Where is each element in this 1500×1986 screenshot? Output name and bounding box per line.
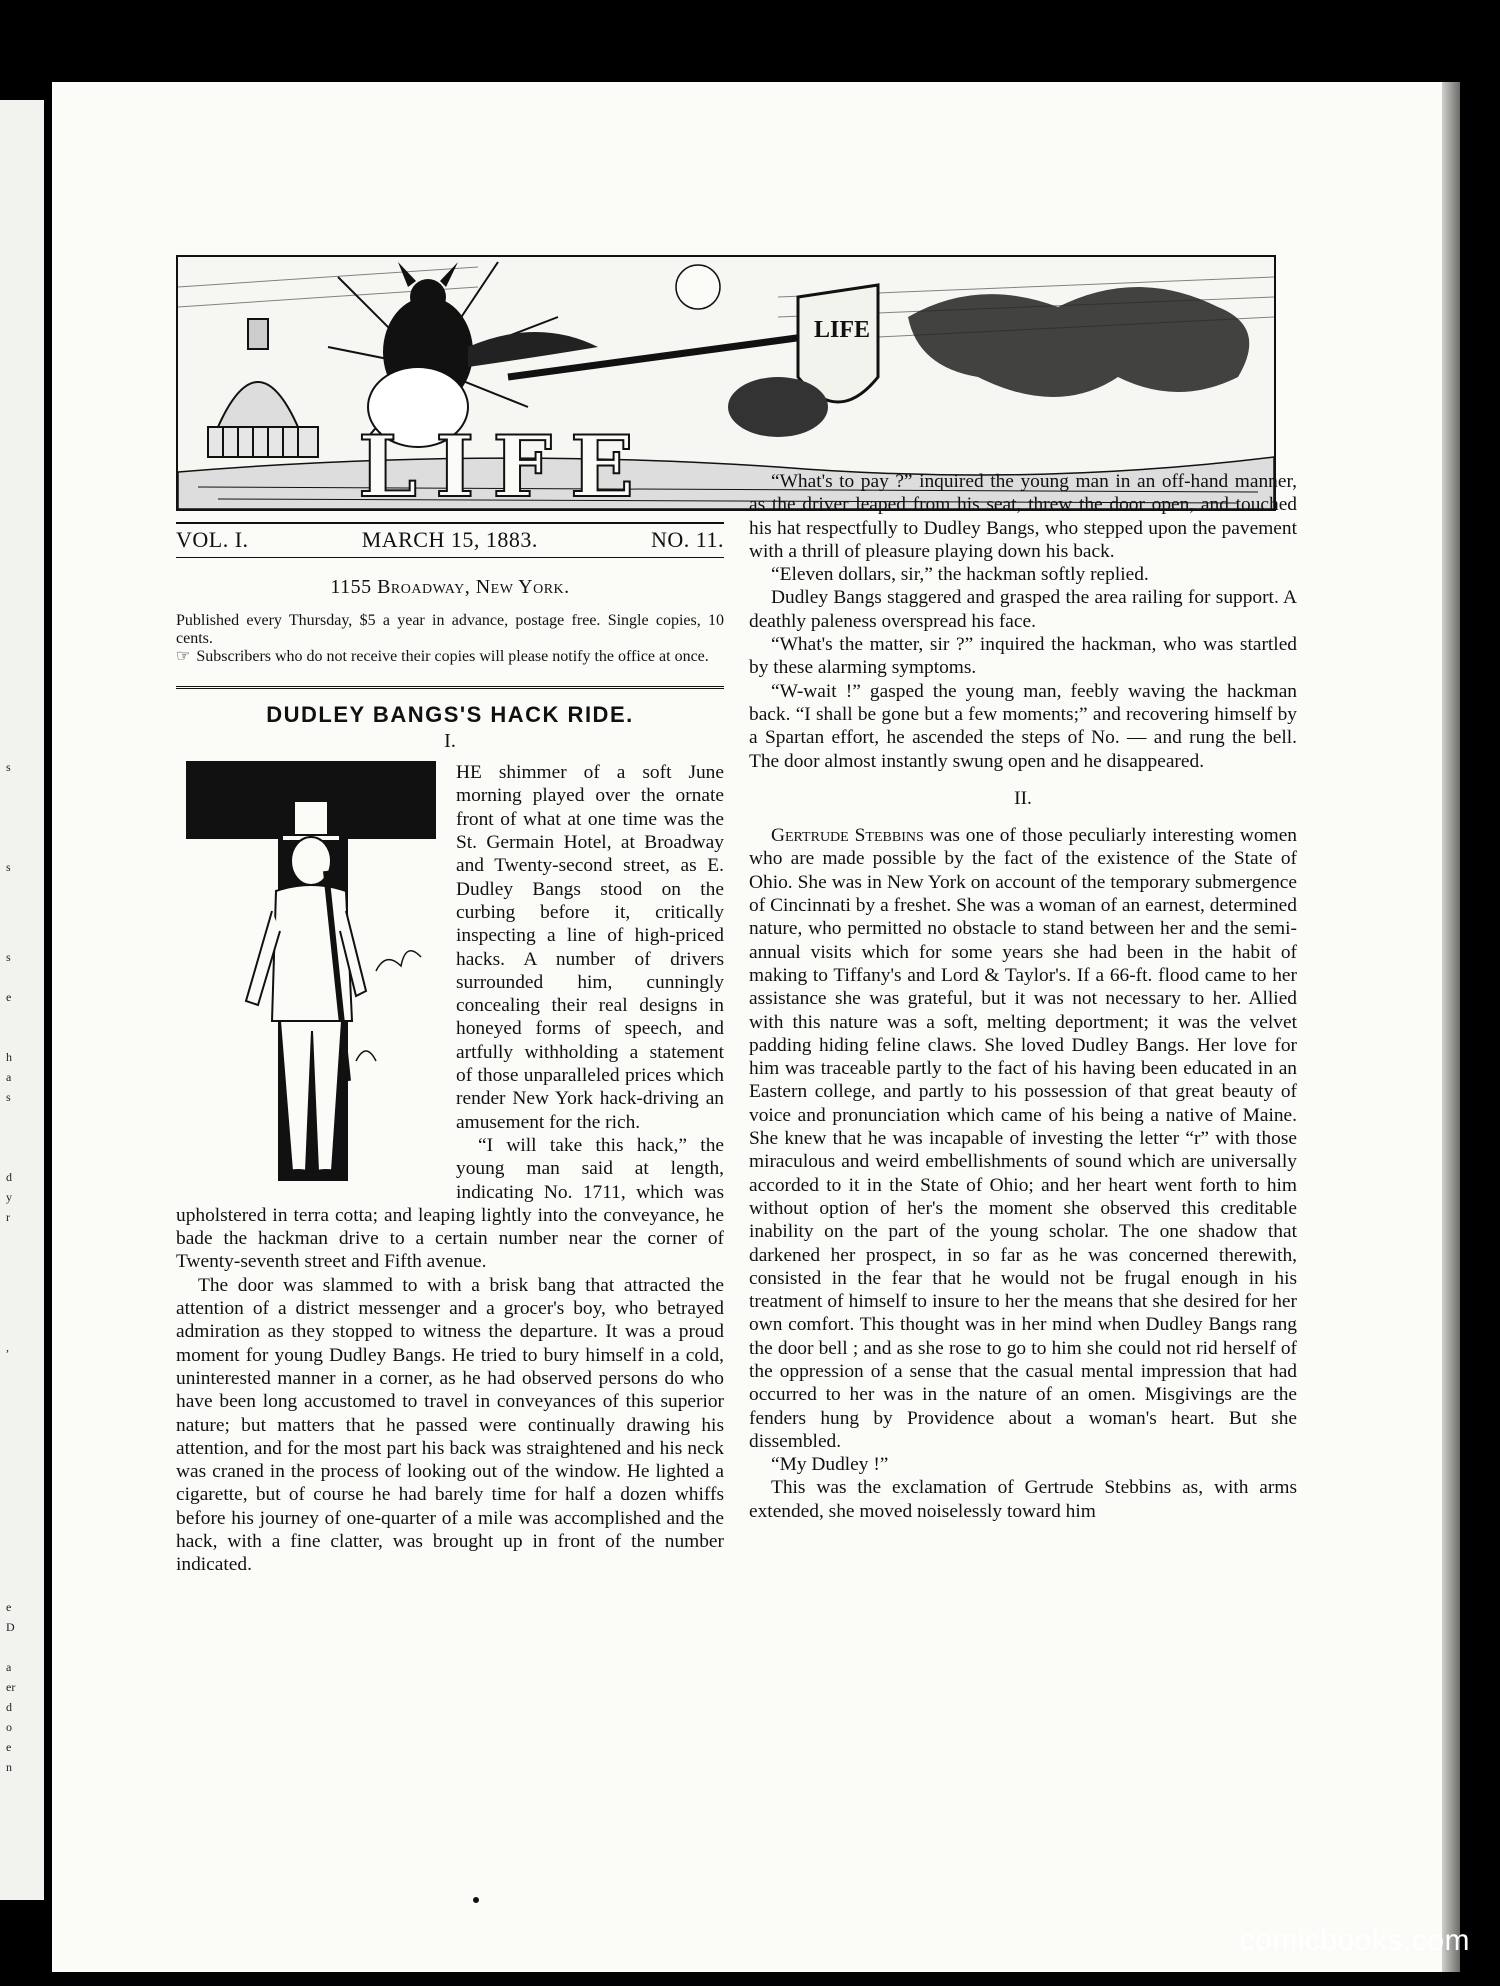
- left-page-fragment: s: [6, 1090, 11, 1104]
- left-page-fragment: e: [6, 1600, 12, 1614]
- section-number-1: I.: [444, 729, 456, 752]
- left-page-fragment: r: [6, 1210, 10, 1224]
- left-page-fragment: s: [6, 760, 11, 774]
- issue-line: [176, 522, 724, 558]
- paragraph-10: “My Dudley !”: [771, 1454, 889, 1476]
- left-page-fragment: D: [6, 1620, 15, 1634]
- previous-page-edge: [0, 100, 44, 1900]
- publisher-address: 1155 Broadway, New York.: [330, 576, 570, 599]
- paragraph-6: Dudley Bangs staggered and grasped the area railing for support. A deathly paleness overspread his face.: [749, 587, 1297, 632]
- shield-knight: [728, 285, 878, 437]
- left-page-fragment: s: [6, 860, 11, 874]
- paragraph-1: HE shimmer of a soft June morning played over the ornate front of what at one time was the St. Germain Hotel, at Broadway and Twenty-second street, as E. Dudley Bangs stood on the curbing before it, critically inspecting a line of high-priced hacks. A number of drivers surrounded him, cunningly concealing their real designs in honeyed forms of speech, and artfully withholding a statement of those unparalleled prices which render New York hack-driving an amusement for the rich.: [456, 762, 724, 1133]
- publication-terms: Published every Thursday, $5 a year in advance, postage free. Single copies, 10 cents.: [176, 611, 724, 647]
- paragraph-9-lead: Gertrude Stebbins: [771, 825, 924, 847]
- shield-text: LIFE: [814, 317, 871, 343]
- site-watermark: comicbooks.com: [1239, 1924, 1470, 1957]
- issue-date: MARCH 15, 1883.: [361, 527, 538, 552]
- left-page-fragment: e: [6, 990, 12, 1004]
- left-page-fragment: ,: [6, 1340, 9, 1354]
- paragraph-4: “What's to pay ?” inquired the young man in an off-hand manner, as the driver leaped from his seat, threw the door open, and touched his hat respectfully to Dudley Bangs, who stepped upon the pavement with a thrill of pleasure playing down his back.: [749, 471, 1297, 562]
- left-page-fragment: er: [6, 1680, 16, 1694]
- left-page-fragment: o: [6, 1720, 12, 1734]
- paragraph-11: This was the exclamation of Gertrude Stebbins as, with arms extended, she moved noiselessly toward him: [749, 1477, 1297, 1522]
- article-title: DUDLEY BANGS'S HACK RIDE.: [266, 701, 634, 727]
- smoke-cloud: [908, 287, 1249, 397]
- left-page-fragment: a: [6, 1660, 12, 1674]
- capitol-dome: [208, 319, 318, 457]
- volume-label: VOL. I.: [176, 527, 249, 552]
- life-logo: LIFE: [358, 417, 653, 511]
- artist-signature: [356, 951, 421, 1061]
- moon: [676, 265, 720, 309]
- left-column: [176, 522, 724, 1577]
- dropcap-illustration: [176, 761, 446, 1189]
- subscriber-notice-row: [176, 648, 724, 666]
- paragraph-9-body: was one of those peculiarly interesting women who are made possible by the fact of the existence of the State of Ohio. She was in New York on account of the temporary submergence of Cincinnati by a freshet. She was a woman of an earnest, determined nature, who permitted no obstacle to stand between her and the semi-annual visits which for some years she had been in the habit of making to Tiffany's and Lord & Taylor's. If a 66-ft. flood came to her assistance she was grateful, but it was not necessary to her. Allied with this nature was a soft, melting deportment; it was the velvet padding hiding feline claws. She loved Dudley Bangs. Her love for him was traceable partly to the fact of his having been educated in an Eastern college, and partly to his possession of that great beauty of voice and pronunciation which came of his being a native of Maine. She knew that he was incapable of investing the letter “r” with those miraculous and weird embellishments of sound which are universally accorded to it in the State of Ohio; and her heart went forth to him without option of her's the moment she observed this creditable inability on the part of the young scholar. The one shadow that darkened her prospect, in so far as he was concerned therewith, consisted in the fear that he would not be frugal enough in his treatment of himself to insure to her the means that she desired for her own comfort. This thought was in her mind when Dudley Bangs rang the door bell ; and as she rose to go to him she could not rid herself of the oppression of a sense that the casual mental impression that had occurred to her was in the nature of an omen. Misgivings are the fenders hung by Providence about a woman's heart. But she dissembled.: [749, 825, 1297, 1452]
- right-column: [749, 470, 1297, 1523]
- paragraph-3: The door was slammed to with a brisk bang that attracted the attention of a district messenger and a grocer's boy, who betrayed admiration as they stopped to witness the departure. It was a proud moment for young Dudley Bangs. He tried to bury himself in a cold, uninterested manner in a corner, as he had observed persons do who have been long accustomed to travel in conveyances of this superior nature; but matters that he passed were continually drawing his attention, and for the most part his back was straightened and his neck was craned in the process of looking out of the window. He lighted a cigarette, but of course he had barely time for half a dozen whiffs before his journey of one-quarter of a mile was accomplished and the hack, with a fine clatter, was brought up in front of the number indicated.: [176, 1274, 724, 1576]
- left-page-fragment: n: [6, 1760, 12, 1774]
- subscriber-notice: Subscribers who do not receive their copies will please notify the office at once.: [196, 647, 709, 665]
- left-page-fragment: s: [6, 950, 11, 964]
- paragraph-2: “I will take this hack,” the young man said at length, indicating No. 1711, which was upholstered in terra cotta; and leaping lightly into the conveyance, he bade the hackman drive to a certain number near the corner of Twenty-seventh street and Fifth avenue.: [176, 1134, 724, 1273]
- publication-info: [176, 612, 724, 666]
- divider: [176, 686, 724, 689]
- section-number-2: II.: [1014, 787, 1032, 809]
- paragraph-5: “Eleven dollars, sir,” the hackman softly replied.: [771, 564, 1149, 586]
- paragraph-7: “What's the matter, sir ?” inquired the hackman, who was startled by these alarming symptoms.: [749, 634, 1297, 679]
- left-page-fragment: d: [6, 1170, 12, 1184]
- left-page-fragment: a: [6, 1070, 12, 1084]
- paragraph-9: [749, 824, 1297, 1453]
- left-page-fragment: h: [6, 1050, 12, 1064]
- left-page-fragment: d: [6, 1700, 12, 1714]
- left-page-fragment: y: [6, 1190, 12, 1204]
- page-edge-shadow: [1442, 82, 1460, 1972]
- pointing-hand-icon: ☞: [176, 647, 191, 665]
- issue-number: NO. 11.: [651, 527, 724, 552]
- left-page-fragment: e: [6, 1740, 12, 1754]
- page-dot: [473, 1897, 479, 1903]
- paragraph-8: “W-wait !” gasped the young man, feebly waving the hackman back. “I shall be gone but a few moments;” and recovering himself by a Spartan effort, he ascended the steps of No. — and rung the bell. The door almost instantly swung open and he disappeared.: [749, 680, 1297, 772]
